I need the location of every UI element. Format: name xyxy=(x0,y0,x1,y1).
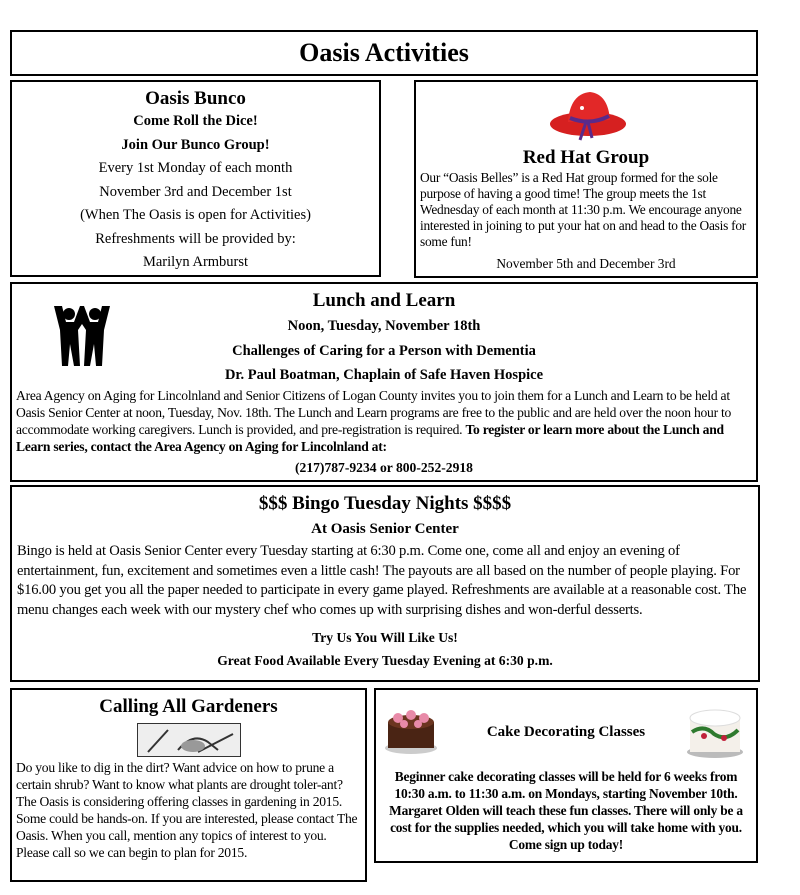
bunco-section xyxy=(10,80,381,277)
title-box xyxy=(10,30,758,76)
bunco-line7: Marilyn Armburst xyxy=(142,254,249,270)
gardeners-section xyxy=(10,688,367,882)
lunch-phone: (217)787-9234 or 800-252-2918 xyxy=(295,460,473,475)
bingo-subheading: At Oasis Senior Center xyxy=(311,521,459,537)
lunch-body-bold: To register or learn more about the Lunch and Learn series, contact the Area Agency on Aging for Lincolnland at: xyxy=(16,422,724,454)
bunco-line3: Every 1st Monday of each month xyxy=(98,160,293,176)
gardeners-body: Do you like to dig in the dirt? Want advice on how to prune a certain shrub? Want to know what plants are drought toler-ant? The Oasis is considering offering classes in gardening in 2015. Some could be hands-on. If you are interested, please contact The Oasis. When you call, mention any topics of interest to you. Please call so we can begin to plan for 2015. xyxy=(16,760,358,860)
bingo-food: Great Food Available Every Tuesday Evening at 6:30 p.m. xyxy=(217,653,553,668)
lunch-speaker: Dr. Paul Boatman, Chaplain of Safe Haven Hospice xyxy=(224,367,544,383)
bunco-line2: Join Our Bunco Group! xyxy=(121,136,270,153)
lunch-body: Area Agency on Aging for Lincolnland and Senior Citizens of Logan County invites you to join them for a Lunch and Learn to be held at Oasis Senior Center at noon, Tuesday, Nov. 18th. The Lunch and Learn programs are free to the public and are held over the noon hour to accommodate working caregivers. Lunch is provided, and pre-registration is required. xyxy=(16,388,732,437)
bunco-heading: Oasis Bunco xyxy=(145,88,246,109)
bingo-section xyxy=(10,485,760,682)
cake-section xyxy=(374,688,758,863)
bunco-line5: (When The Oasis is open for Activities) xyxy=(80,207,311,223)
lunch-body-paragraph xyxy=(16,387,752,455)
people-icon xyxy=(52,304,112,373)
red-hat-dates: November 5th and December 3rd xyxy=(496,256,676,271)
cake-body: Beginner cake decorating classes will be held for 6 weeks from 10:30 a.m. to 11:30 a.m. on Mondays, starting November 10th. Margaret Olden will teach these fun classes. There will only be a cost for the supplies needed, which you will take home with you. Come sign up today! xyxy=(389,769,743,852)
bingo-heading: $$$ Bingo Tuesday Nights $$$$ xyxy=(258,493,512,514)
cake-image-left xyxy=(382,704,440,761)
lunch-learn-section xyxy=(10,282,758,482)
red-hat-body: Our “Oasis Belles” is a Red Hat group formed for the sole purpose of having a good time! The group meets the 1st Wednesday of each month at 11:30 p.m. We encourage anyone interested in joining to put your hat on and head to the Oasis for some fun! xyxy=(420,170,747,249)
garden-tools-image xyxy=(137,723,241,757)
red-hat-section xyxy=(414,80,758,278)
lunch-topic: Challenges of Caring for a Person with Dementia xyxy=(232,343,536,359)
cake-heading: Cake Decorating Classes xyxy=(486,724,646,740)
bunco-line1: Come Roll the Dice! xyxy=(133,113,258,129)
bunco-line6: Refreshments will be provided by: xyxy=(95,230,296,247)
cake-image-right xyxy=(684,702,746,765)
gardeners-heading: Calling All Gardeners xyxy=(99,696,278,717)
page-title: Oasis Activities xyxy=(299,38,469,67)
bingo-tagline: Try Us You Will Like Us! xyxy=(312,630,458,645)
bingo-body: Bingo is held at Oasis Senior Center every Tuesday starting at 6:30 p.m. Come one, come all and enjoy an evening of entertainment, fun, excitement and sometimes even a little cash! The payouts are all based on the number of people playing. For $16.00 you get you all the paper needed to participate in every game played. Refreshments are available at a reasonable cost. The menu changes each week with our mystery chef who comes up with surprising dishes and won-derful desserts. xyxy=(17,543,747,618)
red-hat-image xyxy=(420,86,752,146)
bunco-line4: November 3rd and December 1st xyxy=(99,183,292,200)
lunch-date: Noon, Tuesday, November 18th xyxy=(287,318,481,334)
red-hat-heading: Red Hat Group xyxy=(522,147,650,168)
lunch-heading: Lunch and Learn xyxy=(312,290,456,311)
